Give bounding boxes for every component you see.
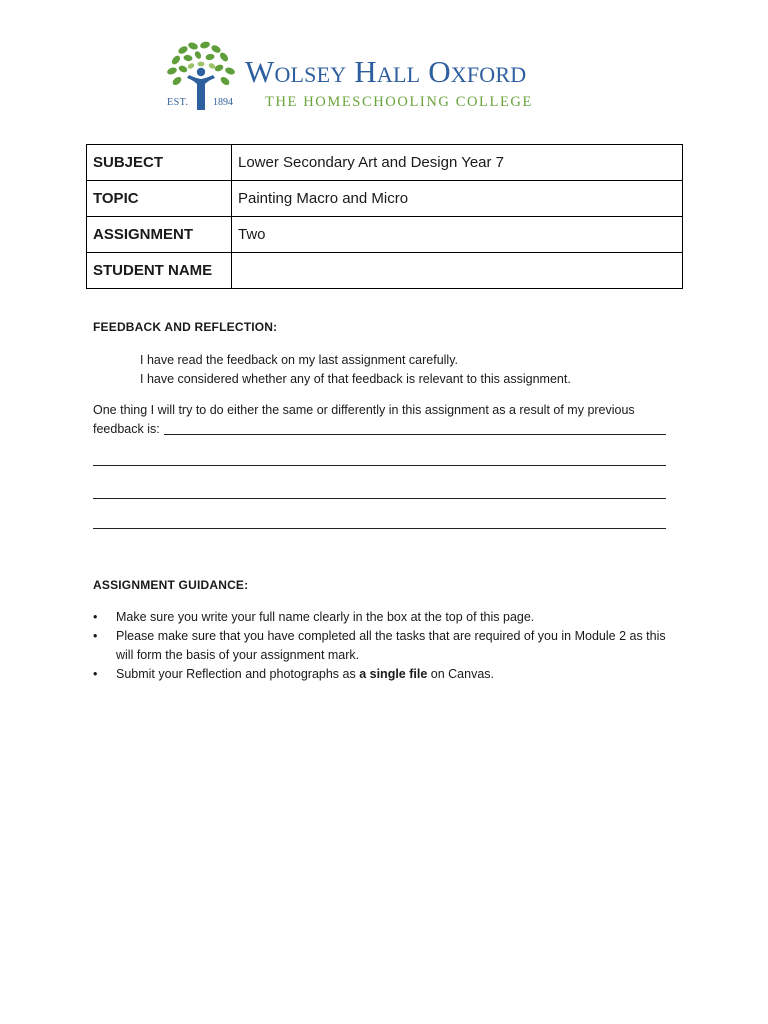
wolsey-hall-logo (163, 40, 603, 116)
list-item (93, 627, 673, 665)
assignment-info-table (86, 144, 683, 289)
feedback-answer-line[interactable] (93, 498, 666, 499)
subject-value: Lower Secondary Art and Design Year 7 (232, 145, 683, 181)
feedback-prompt-line-2: feedback is: (93, 422, 160, 436)
feedback-answer-line[interactable] (164, 434, 666, 435)
bullet-icon: • (93, 667, 98, 681)
student-name-label: STUDENT NAME (87, 253, 232, 289)
guidance-item-text-post: on Canvas. (427, 667, 495, 681)
est-year: 1894 (213, 97, 233, 108)
table-row (87, 253, 683, 289)
guidance-item-text-bold: a single file (359, 667, 428, 681)
feedback-answer-line[interactable] (93, 528, 666, 529)
feedback-answer-line[interactable] (93, 465, 666, 466)
assignment-value: Two (232, 217, 683, 253)
feedback-check-2: I have considered whether any of that feedback is relevant to this assignment. (140, 372, 571, 386)
feedback-section-title: FEEDBACK AND REFLECTION: (93, 320, 278, 334)
feedback-prompt-line-1: One thing I will try to do either the same or differently in this assignment as a result of my previous (93, 403, 635, 417)
guidance-item-text-pre: Submit your Reflection and photographs as (116, 667, 360, 681)
guidance-item-text: Please make sure that you have completed all the tasks that are required of you in Module 2 as this will form the basis of your assignment mark. (116, 629, 666, 662)
bullet-icon: • (93, 610, 98, 624)
topic-label: TOPIC (87, 181, 232, 217)
brand-tagline: THE HOMESCHOOLING COLLEGE (265, 94, 533, 110)
subject-label: SUBJECT (87, 145, 232, 181)
table-row (87, 217, 683, 253)
student-name-field[interactable] (232, 253, 683, 289)
list-item (93, 665, 673, 684)
assignment-label: ASSIGNMENT (87, 217, 232, 253)
feedback-check-1: I have read the feedback on my last assignment carefully. (140, 353, 458, 367)
table-row (87, 145, 683, 181)
brand-name: Wolsey Hall Oxford (245, 54, 527, 89)
topic-value: Painting Macro and Micro (232, 181, 683, 217)
bullet-icon: • (93, 629, 98, 643)
est-label: EST. (167, 97, 189, 108)
table-row (87, 181, 683, 217)
guidance-section-title: ASSIGNMENT GUIDANCE: (93, 578, 249, 592)
guidance-list (93, 608, 673, 684)
guidance-item-text: Make sure you write your full name clearly in the box at the top of this page. (116, 610, 535, 624)
list-item (93, 608, 673, 627)
